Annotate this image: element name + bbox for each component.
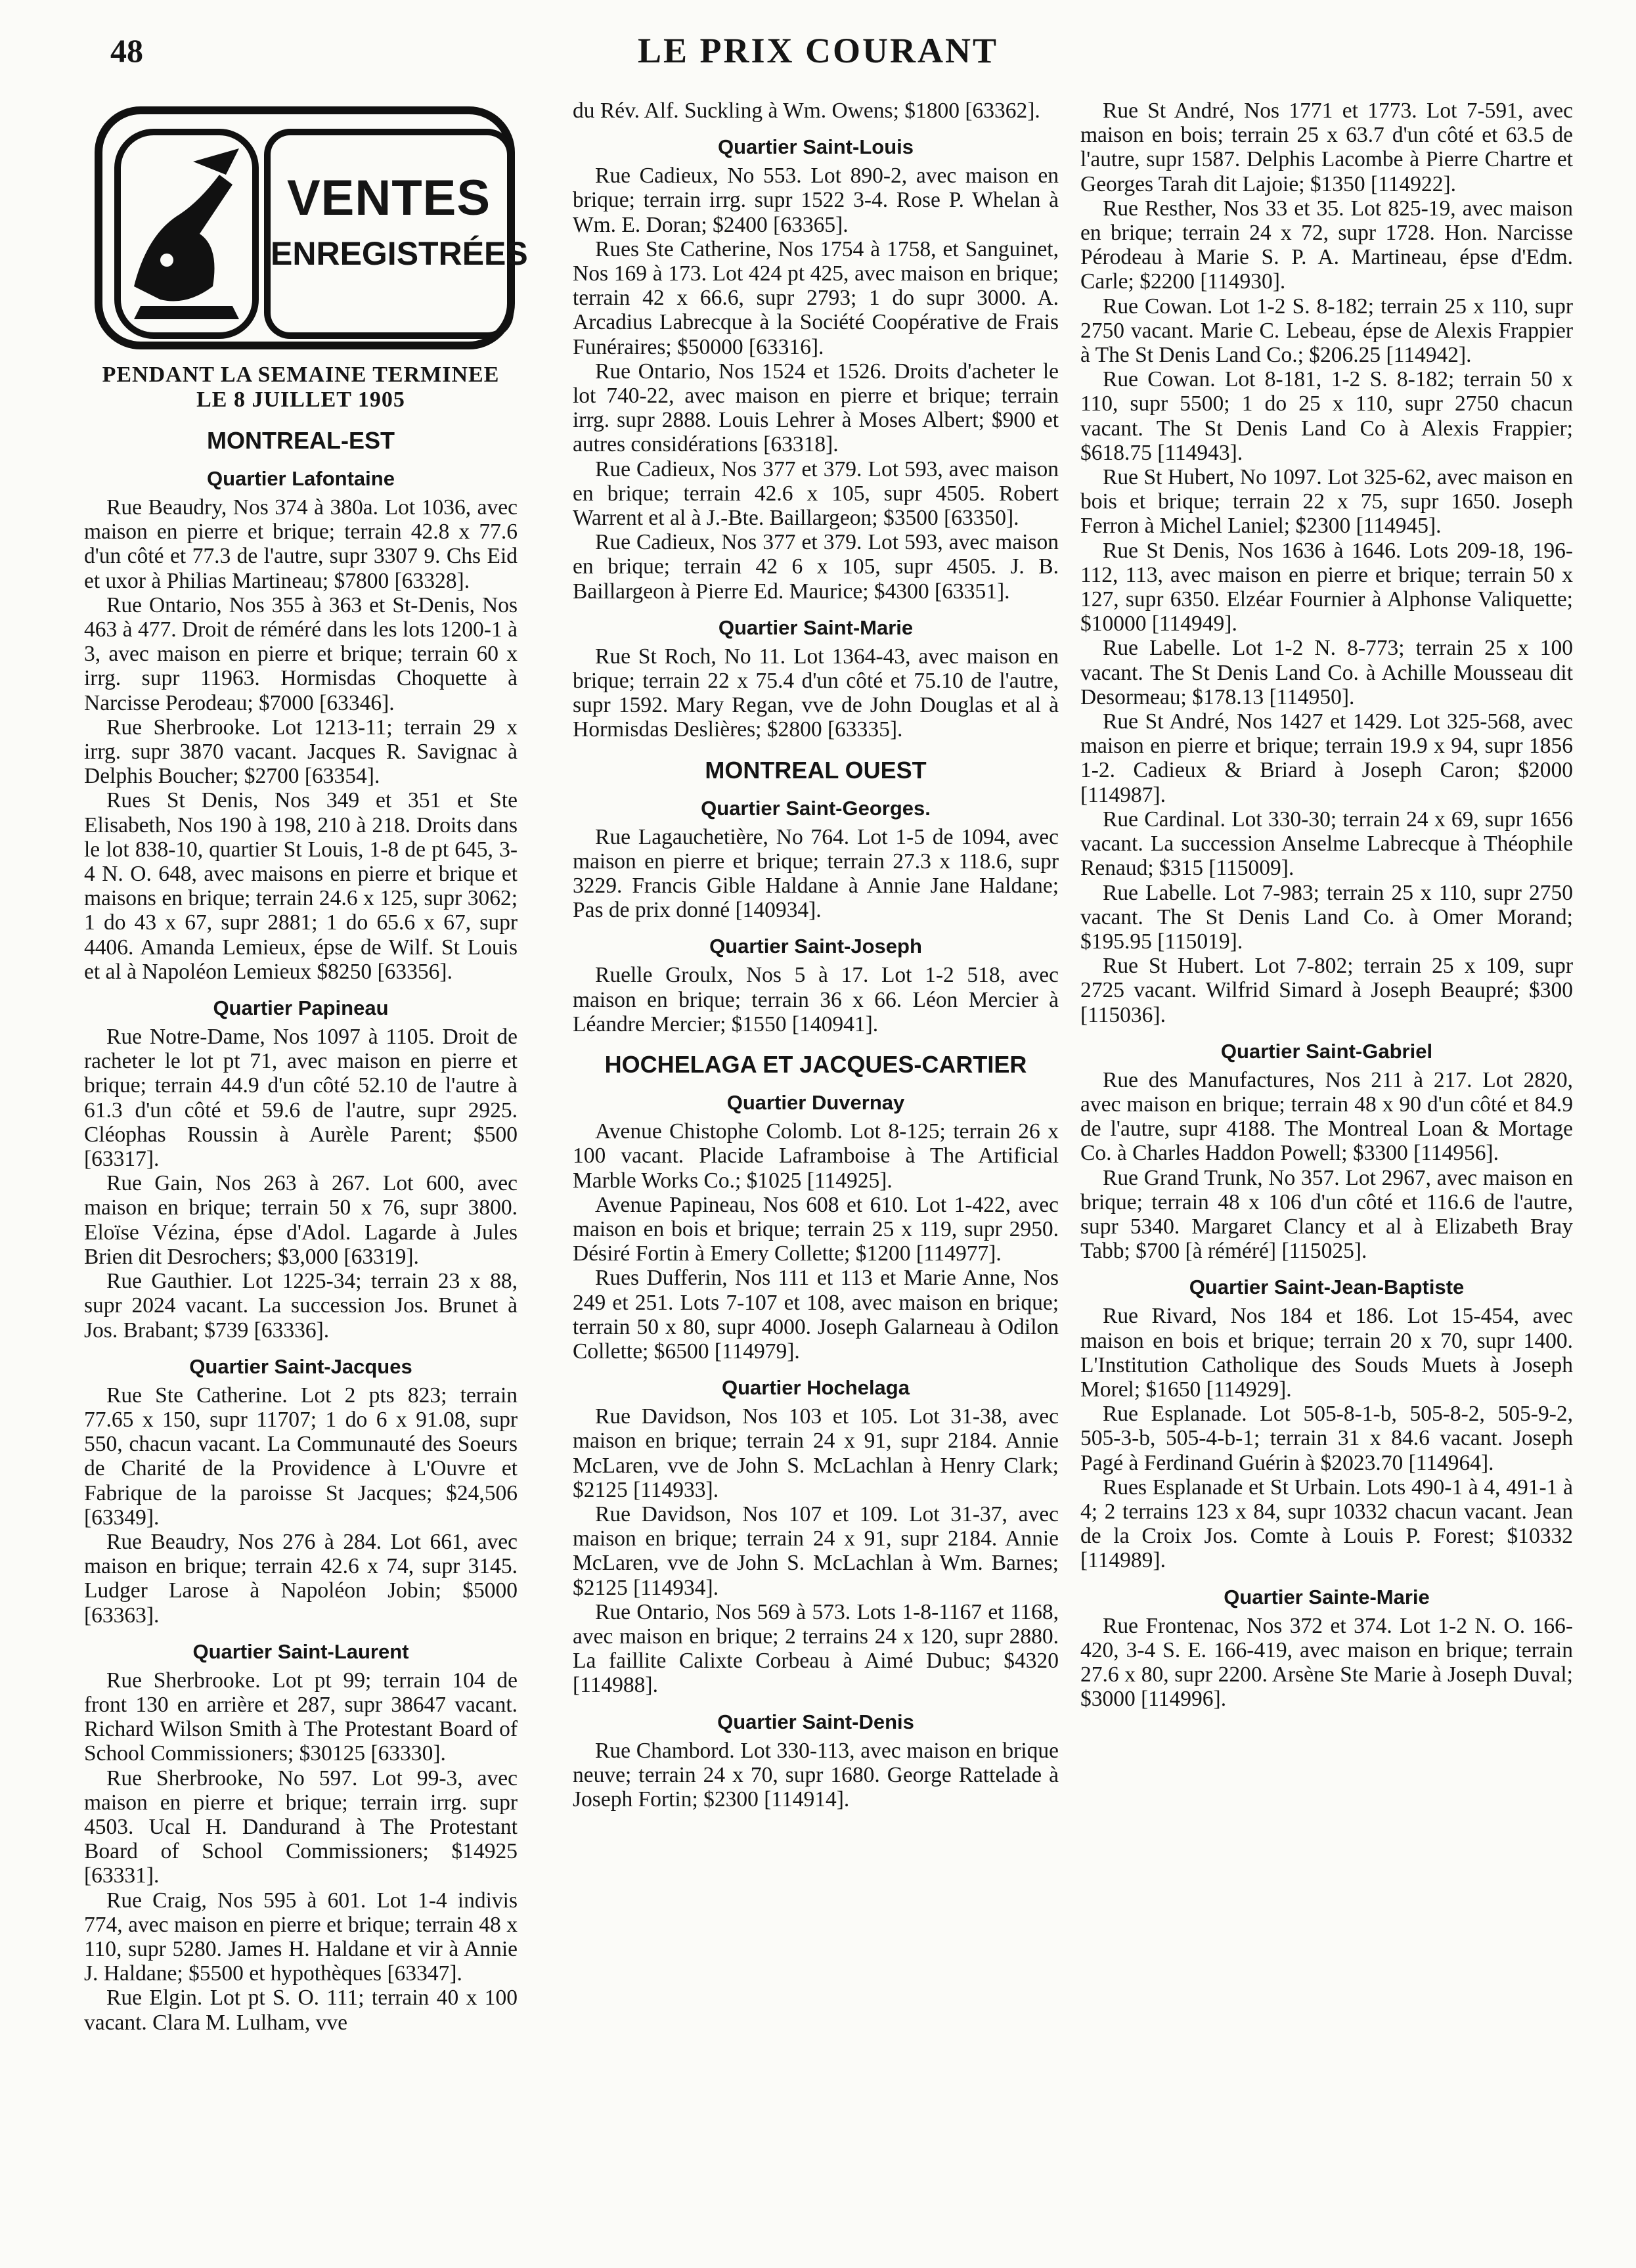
column-1-entries [84, 427, 518, 2035]
logo-line-1: VENTES [286, 170, 491, 226]
quartier-heading: Quartier Saint-Gabriel [1220, 1039, 1433, 1063]
column-3 [1080, 99, 1573, 1711]
quartier-heading: Quartier Duvernay [726, 1091, 905, 1115]
sale-entry: Rue St Hubert. Lot 7-802; terrain 25 x 109, supr 2725 vacant. Wilfrid Simard à Joseph Beaupré; $300 [115036]. [1080, 954, 1573, 1027]
sale-entry: Rue Davidson, Nos 103 et 105. Lot 31-38, avec maison en brique; terrain 24 x 91, supr 2184. Annie McLaren, vve de John S. McLachlan à Henry Clark; $2125 [114933]. [573, 1404, 1059, 1502]
sale-entry: Rue Labelle. Lot 1-2 N. 8-773; terrain 25 x 100 vacant. The St Denis Land Co. à Achille Mousseau dit Desormeau; $178.13 [114950]. [1080, 636, 1573, 709]
sale-entry: Rue Ste Catherine. Lot 2 pts 823; terrain 77.65 x 150, supr 11707; 1 do 6 x 91.08, supr 550, chacun vacant. La Communauté des Soeurs de Charité de la Providence à L'Ouvre et Fabrique de la paroisse St Jacques; $24,506 [63349]. [84, 1383, 518, 1530]
period-line-2: LE 8 JUILLET 1905 [196, 388, 405, 412]
writing-hand-icon [114, 129, 259, 339]
sale-entry: Rue Cadieux, No 553. Lot 890-2, avec maison en brique; terrain irrg. supr 1522 3-4. Rose P. Whelan à Wm. E. Doran; $2400 [63365]. [573, 164, 1059, 237]
sale-entry: Avenue Papineau, Nos 608 et 610. Lot 1-422, avec maison en bois et brique; terrain 25 x 119, supr 2950. Désiré Fortin à Emery Collette; $1200 [114977]. [573, 1192, 1059, 1266]
column-1 [84, 99, 528, 2035]
quartier-heading: Quartier Saint-Denis [717, 1710, 914, 1733]
logo-line-2: ENREGISTRÉES [271, 235, 528, 272]
section-heading: MONTREAL OUEST [705, 756, 927, 784]
sale-entry: Rue Gauthier. Lot 1225-34; terrain 23 x 88, supr 2024 vacant. La succession Jos. Brunet à Jos. Brabant; $739 [63336]. [84, 1269, 518, 1343]
sale-entry: Rue Gain, Nos 263 à 267. Lot 600, avec maison en brique; terrain 50 x 76, supr 3800. Eloïse Vézina, épse d'Adol. Lagarde à Jules Brien dit Desrochers; $3,000 [63319]. [84, 1171, 518, 1269]
sale-entry: Avenue Chistophe Colomb. Lot 8-125; terrain 26 x 100 vacant. Placide Laframboise à The Artificial Marble Works Co.; $1025 [114925]. [573, 1119, 1059, 1193]
sale-entry: Rue Rivard, Nos 184 et 186. Lot 15-454, avec maison en bois et brique; terrain 20 x 70, supr 1400. L'Institution Catholique des Souds Muets à Joseph Morel; $1650 [114929]. [1080, 1304, 1573, 1402]
sale-entry: Rue Cadieux, Nos 377 et 379. Lot 593, avec maison en brique; terrain 42 6 x 105, supr 4505. J. B. Baillargeon à Pierre Ed. Maurice; $4300 [63351]. [573, 530, 1059, 604]
sale-entry: Rues St Denis, Nos 349 et 351 et Ste Elisabeth, Nos 190 à 198, 210 à 218. Droits dans le lot 838-10, quartier St Louis, 1-8 de pt 645, 3-4 N. O. 648, avec maisons en pierre et brique et maisons en brique; terrain 24.6 x 125, supr 3062; 1 do 43 x 67, supr 2881; 1 do 65.6 x 67, supr 4406. Amanda Lemieux, épse de Wilf. St Louis et al à Napoléon Lemieux $8250 [63356]. [84, 788, 518, 984]
sale-entry: Rue Frontenac, Nos 372 et 374. Lot 1-2 N. O. 166-420, 3-4 S. E. 166-419, avec maison en brique; terrain 27.6 x 80, supr 2200. Arsène Ste Marie à Joseph Duval; $3000 [114996]. [1080, 1613, 1573, 1712]
logo-text-box [264, 129, 528, 339]
sale-entry: Rue Grand Trunk, No 357. Lot 2967, avec maison en brique; terrain 48 x 106 d'un côté et 116.6 de l'autre, supr 5340. Margaret Clancy et al à Elizabeth Bray Tabb; $700 [à réméré] [115025]. [1080, 1165, 1573, 1264]
quartier-heading: Quartier Saint-Jean-Baptiste [1189, 1276, 1465, 1299]
sale-entry: Rue St André, Nos 1771 et 1773. Lot 7-591, avec maison en bois; terrain 25 x 63.7 d'un côté et 63.5 de l'autre, supr 1587. Delphis Lacombe à Pierre Chartre et Georges Tarah dit Lajoie; $1350 [114922]. [1080, 99, 1573, 196]
sale-entry: Rue Sherbrooke, No 597. Lot 99-3, avec maison en pierre et brique; terrain irrg. supr 4503. Ucal H. Dandurand à The Protestant Board of School Commissioners; $14925 [63331]. [84, 1766, 518, 1888]
sale-entry: Rue Ontario, Nos 355 à 363 et St-Denis, Nos 463 à 477. Droit de réméré dans les lots 1200-1 à 3, avec maison en pierre et brique; terrain 60 x irrg. supr 11963. Hormisdas Choquette à Narcisse Perodeau; $7000 [63346]. [84, 592, 518, 715]
sale-entry: Rue Cardinal. Lot 330-30; terrain 24 x 69, supr 1656 vacant. La succession Anselme Labrecque à Théophile Renaud; $315 [115009]. [1080, 807, 1573, 881]
sale-entry: Rue Lagauchetière, No 764. Lot 1-5 de 1094, avec maison en pierre et brique; terrain 27.3 x 118.6, supr 3229. Francis Gible Haldane à Annie Jane Haldane; Pas de prix donné [140934]. [573, 824, 1059, 923]
sale-entry: Rue Sherbrooke. Lot pt 99; terrain 104 de front 130 en arrière et 287, supr 38647 vacant. Richard Wilson Smith à The Protestant Board of School Commissioners; $30125 [63330]. [84, 1668, 518, 1766]
sale-entry: Rue Esplanade. Lot 505-8-1-b, 505-8-2, 505-9-2, 505-3-b, 505-4-b-1; terrain 31 x 84.6 vacant. Joseph Pagé à Ferdinand Guérin à $2023.70 [114964]. [1080, 1402, 1573, 1475]
quartier-heading: Quartier Papineau [213, 996, 389, 1020]
column-2 [573, 99, 1059, 1812]
section-heading: HOCHELAGA ET JACQUES-CARTIER [604, 1051, 1027, 1078]
quartier-heading: Quartier Hochelaga [722, 1376, 910, 1400]
sale-entry: Rues Ste Catherine, Nos 1754 à 1758, et Sanguinet, Nos 169 à 173. Lot 424 pt 425, avec maison en brique; terrain 42 x 66.6, supr 2793; 1 do supr 3000. A. Arcadius Labrecque à la Société Coopérative de Frais Funéraires; $50000 [63316]. [573, 236, 1059, 359]
sale-entry: Rue Chambord. Lot 330-113, avec maison en brique neuve; terrain 24 x 70, supr 1680. George Rattelade à Joseph Fortin; $2300 [114914]. [573, 1738, 1059, 1812]
page-number: 48 [110, 32, 143, 69]
sale-entry: Rue Ontario, Nos 1524 et 1526. Droits d'acheter le lot 740-22, avec maison en pierre et brique; terrain irrg. supr 2888. Louis Lehrer à Moses Albert; $900 et autres considérations [63318]. [573, 359, 1059, 457]
column-3-entries [1080, 99, 1573, 1711]
sale-entry: Rue Davidson, Nos 107 et 109. Lot 31-37, avec maison en brique; terrain 24 x 91, supr 2184. Annie McLaren, vve de John S. McLachlan à Wm. Barnes; $2125 [114934]. [573, 1501, 1059, 1600]
sale-entry: Rue Labelle. Lot 7-983; terrain 25 x 110, supr 2750 vacant. The St Denis Land Co. à Omer Morand; $195.95 [115019]. [1080, 880, 1573, 954]
column-2-entries [573, 99, 1059, 1812]
sale-entry: Rue St Denis, Nos 1636 à 1646. Lots 209-18, 196-112, 113, avec maison en pierre et brique; terrain 50 x 127, supr 6350. Elzéar Fournier à Alphonse Valiquette; $10000 [114949]. [1080, 538, 1573, 636]
sale-entry: Rue St André, Nos 1427 et 1429. Lot 325-568, avec maison en pierre et brique; terrain 19.9 x 94, supr 1856 1-2. Cadieux & Briard à Joseph Caron; $2000 [114987]. [1080, 709, 1573, 807]
sale-entry: Rue Beaudry, Nos 374 à 380a. Lot 1036, avec maison en pierre et brique; terrain 42.8 x 77.6 d'un côté et 77.3 de l'autre, supr 3307 9. Chs Eid et uxor à Philias Martineau; $7800 [63328]. [84, 495, 518, 593]
sale-entry: Rue Resther, Nos 33 et 35. Lot 825-19, avec maison en brique; terrain 24 x 72, supr 1728. Hon. Narcisse Pérodeau à Marie S. P. A. Martineau, épse d'Edm. Carle; $2200 [114930]. [1080, 196, 1573, 294]
sale-entry: Ruelle Groulx, Nos 5 à 17. Lot 1-2 518, avec maison en brique; terrain 36 x 66. Léon Mercier à Léandre Mercier; $1550 [140941]. [573, 963, 1059, 1036]
quartier-heading: Quartier Saint-Jacques [189, 1354, 412, 1378]
quartier-heading: Quartier Saint-Laurent [192, 1639, 409, 1663]
page-header [0, 25, 1636, 78]
quartier-heading: Quartier Saint-Louis [718, 135, 914, 159]
quartier-heading: Quartier Sainte-Marie [1224, 1585, 1430, 1609]
sale-entry: Rues Dufferin, Nos 111 et 113 et Marie Anne, Nos 249 et 251. Lots 7-107 et 108, avec maison en brique; terrain 50 x 80, supr 4000. Joseph Galarneau à Odilon Collette; $6500 [114979]. [573, 1266, 1059, 1364]
sale-entry: du Rév. Alf. Suckling à Wm. Owens; $1800 [63362]. [573, 99, 1040, 123]
sale-entry: Rue Cowan. Lot 1-2 S. 8-182; terrain 25 x 110, supr 2750 vacant. Marie C. Lebeau, épse de Alexis Frappier à The St Denis Land Co.; $206.25 [114942]. [1080, 294, 1573, 368]
sale-entry: Rue Ontario, Nos 569 à 573. Lots 1-8-1167 et 1168, avec maison en brique; 2 terrains 24 x 120, supr 2880. La faillite Calixte Corbeau à Aimé Dubuc; $4320 [114988]. [573, 1599, 1059, 1698]
sale-entry: Rue Beaudry, Nos 276 à 284. Lot 661, avec maison en brique; terrain 42.6 x 74, supr 3145. Ludger Larose à Napoléon Jobin; $5000 [63363]. [84, 1529, 518, 1628]
journal-title: LE PRIX COURANT [637, 31, 999, 70]
sale-entry: Rue des Manufactures, Nos 211 à 217. Lot 2820, avec maison en brique; terrain 48 x 90 d'un côté et 84.9 de l'autre, supr 4188. The Montreal Loan & Mortage Co. à Charles Haddon Powell; $3300 [114956]. [1080, 1067, 1573, 1166]
quartier-heading: Quartier Saint-Georges. [701, 796, 931, 820]
sale-entry: Rues Esplanade et St Urbain. Lots 490-1 à 4, 491-1 à 4; 2 terrains 123 x 84, supr 10332 chacun vacant. Jean de la Croix Jos. Comte à Louis P. Forest; $10332 [114989]. [1080, 1475, 1573, 1573]
sale-entry: Rue Sherbrooke. Lot 1213-11; terrain 29 x irrg. supr 3870 vacant. Jacques R. Savignac à Delphis Boucher; $2700 [63354]. [84, 715, 518, 789]
section-heading: MONTREAL-EST [207, 427, 395, 454]
sale-entry: Rue Cowan. Lot 8-181, 1-2 S. 8-182; terrain 50 x 110, supr 5500; 1 do 25 x 110, supr 2750 chacun vacant. The St Denis Land Co à Alexis Frappier; $618.75 [114943]. [1080, 367, 1573, 465]
sale-entry: Rue Cadieux, Nos 377 et 379. Lot 593, avec maison en brique; terrain 42.6 x 105, supr 4505. Robert Warrent et al à J.-Bte. Baillargeon; $3500 [63350]. [573, 456, 1059, 531]
period-line-1: PENDANT LA SEMAINE TERMINEE [102, 363, 500, 387]
sale-entry: Rue Elgin. Lot pt S. O. 111; terrain 40 x 100 vacant. Clara M. Lulham, vve [84, 1986, 518, 2035]
quartier-heading: Quartier Saint-Joseph [709, 935, 922, 958]
quartier-heading: Quartier Saint-Marie [718, 615, 914, 639]
sale-entry: Rue St Roch, No 11. Lot 1364-43, avec maison en brique; terrain 22 x 75.4 d'un côté et 75.10 de l'autre, supr 1592. Mary Regan, vve de John Douglas et al à Hormisdas Deslières; $2800 [63335]. [573, 644, 1059, 742]
sale-entry: Rue Notre-Dame, Nos 1097 à 1105. Droit de racheter le lot pt 71, avec maison en pierre et brique; terrain 44.9 d'un côté 52.10 de l'autre à 61.3 d'un côté et 59.6 de l'autre, supr 2925. Cléophas Roussin à Aurèle Parent; $500 [63317]. [84, 1025, 518, 1172]
quartier-heading: Quartier Lafontaine [207, 467, 395, 490]
sale-entry: Rue St Hubert, No 1097. Lot 325-62, avec maison en bois et brique; terrain 22 x 75, supr 1650. Joseph Ferron à Michel Laniel; $2300 [114945]. [1080, 465, 1573, 539]
sale-entry: Rue Craig, Nos 595 à 601. Lot 1-4 indivis 774, avec maison en pierre et brique; terrain 48 x 110, supr 5280. James H. Haldane et vir à Annie J. Haldane; $5500 et hypothèques [63347]. [84, 1888, 518, 1986]
ventes-enregistrees-logo [95, 106, 528, 349]
